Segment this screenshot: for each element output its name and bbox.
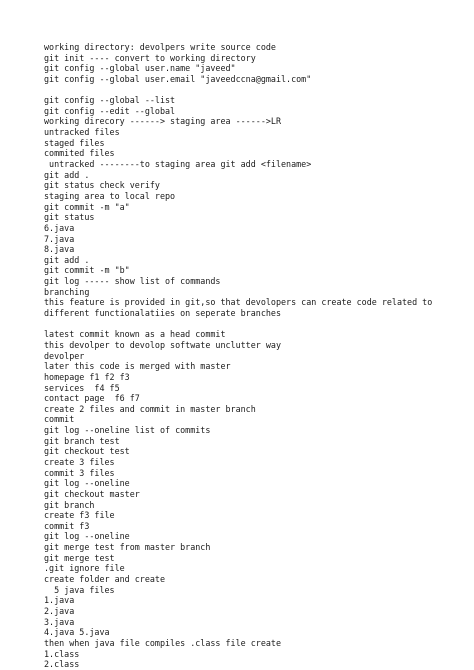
text-line: git status check verify — [44, 180, 160, 191]
text-line: git status — [44, 212, 95, 223]
text-line: branching — [44, 286, 90, 297]
text-line: git merge test from master branch — [44, 542, 211, 553]
text-line: 5 java files — [44, 584, 115, 595]
text-line: git config --global user.name "javeed" — [44, 63, 236, 74]
text-line: create f3 file — [44, 510, 115, 521]
text-line: later this code is merged with master — [44, 361, 231, 372]
text-line: latest commit known as a head commit — [44, 329, 226, 340]
text-line — [44, 85, 469, 96]
text-line: 1.class — [44, 648, 80, 659]
text-line: services f4 f5 — [44, 382, 120, 393]
text-line: staged files — [44, 137, 105, 148]
text-line: this feature is provided in git,so that devolopers can create code related to — [44, 297, 433, 308]
text-line: git log --oneline list of commits — [44, 425, 211, 436]
text-line: git config --global --list — [44, 95, 176, 106]
text-line: contact page f6 f7 — [44, 393, 140, 404]
text-line: create folder and create — [44, 574, 166, 585]
text-line: git merge test — [44, 552, 115, 563]
text-line: git add . — [44, 254, 90, 265]
text-line: different functionalatiies on seperate branches — [44, 308, 281, 319]
text-line: 8.java — [44, 244, 75, 255]
text-line: git branch — [44, 499, 95, 510]
text-line: create 2 files and commit in master branch — [44, 403, 256, 414]
text-line: working directory: devolpers write source code — [44, 42, 276, 52]
text-line: git branch test — [44, 435, 120, 446]
text-line: untracked --------to staging area git add <filename> — [44, 159, 312, 170]
text-line: git checkout test — [44, 446, 130, 457]
text-line: commit 3 files — [44, 467, 115, 478]
text-line: git commit -m "a" — [44, 201, 130, 212]
text-line: git init ---- convert to working directory — [44, 52, 256, 63]
text-line: commit f3 — [44, 520, 90, 531]
text-line: commit — [44, 414, 75, 425]
text-line: 2.class — [44, 659, 80, 670]
text-line: git add . — [44, 169, 90, 180]
document-text-body — [44, 42, 469, 670]
text-line: 7.java — [44, 233, 75, 244]
text-line: working direcory ------> staging area ------>LR — [44, 116, 281, 127]
text-line: staging area to local repo — [44, 190, 176, 201]
text-line: git log --oneline — [44, 478, 130, 489]
text-line: 2.java — [44, 605, 75, 616]
text-line: 6.java — [44, 222, 75, 233]
text-line: this devolper to devolop softwate unclutter way — [44, 339, 281, 350]
text-line: git config --global user.email "javeedccna@gmail.com" — [44, 73, 312, 84]
text-line: 1.java — [44, 595, 75, 606]
text-line: 3.java — [44, 616, 75, 627]
text-line: then when java file compiles .class file create — [44, 637, 281, 648]
text-line: homepage f1 f2 f3 — [44, 371, 130, 382]
text-line: 4.java 5.java — [44, 627, 110, 638]
text-line: git commit -m "b" — [44, 265, 130, 276]
text-line: git log --oneline — [44, 531, 130, 542]
text-line: untracked files — [44, 127, 120, 138]
text-line: .git ignore file — [44, 563, 125, 574]
text-line: devolper — [44, 350, 85, 361]
text-line: commited files — [44, 148, 115, 159]
text-line — [44, 319, 469, 330]
text-line: git checkout master — [44, 488, 140, 499]
text-line: git log ----- show list of commands — [44, 276, 221, 287]
text-line: git config --edit --global — [44, 105, 176, 116]
text-line: create 3 files — [44, 456, 115, 467]
